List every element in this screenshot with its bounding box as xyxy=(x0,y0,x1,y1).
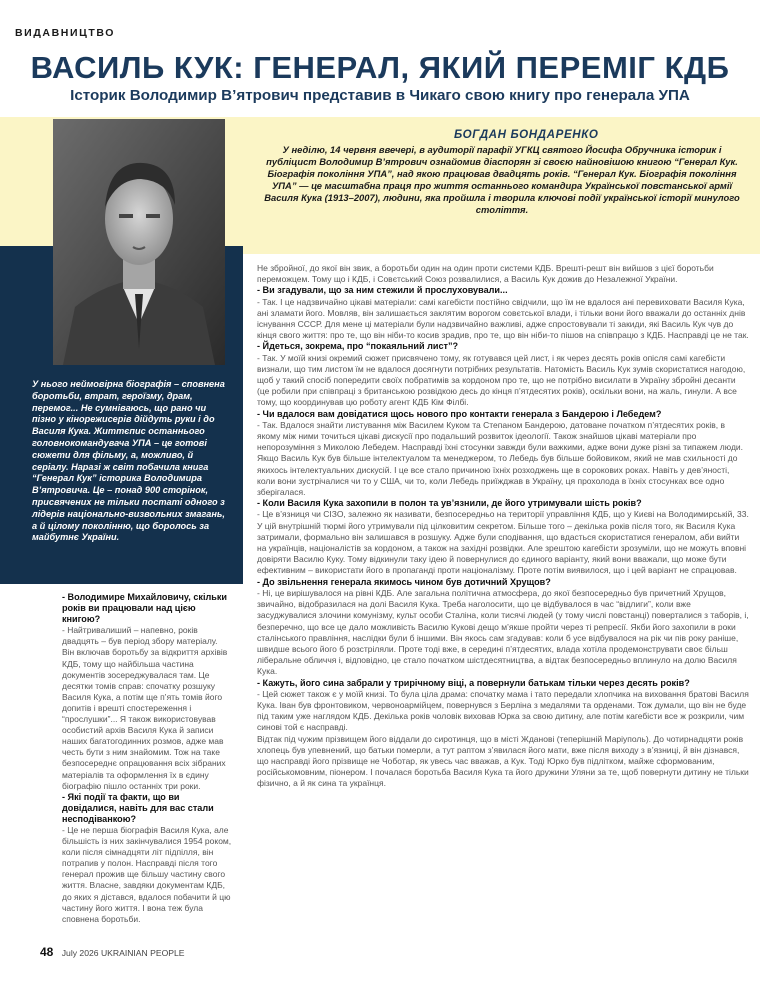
magazine-name: UKRAINIAN PEOPLE xyxy=(100,948,185,958)
interview-answer: - Це не перша біографія Василя Кука, але більшість із них закінчувалися 1954 роком, коли після сімнадцяти літ підпілля, він потрапив у полон. Насправді після того генерал прожив ще більшу частину свого життя. Власне, завдяки документам КДБ, до яких я дістався, вдалося побачити й цю частину його життя. І вона теж була сповнена боротьби. xyxy=(62,824,232,924)
interview-answer: Відтак під чужим прізвищем його віддали до сиротинця, що в місті Жданові (теперішній Маріуполь). До чотирнадцяти років хлопець був упевнений, що батьки померли, а тут раптом з’явилася його мати, вже після виходу з в’язниці, й він дізнався, що насправді його прізвище не Чоботар, як увесь час вважав, а Кук. Тоді Юрко був підлітком, майже сформованим, російськомовним, піонером. І почалася боротьба Василя Кука та його дружини Уляни за те, щоб повернути дитину не тільки фізично, а й як сина та українця. xyxy=(257,733,749,789)
interview-question: - До звільнення генерала якимось чином був дотичний Хрущов? xyxy=(257,576,551,587)
page-footer xyxy=(40,945,185,959)
interview-question: - Володимире Михайловичу, скільки років ви працювали над цією книгою? xyxy=(62,592,227,625)
left-column-text xyxy=(62,592,232,925)
article-headline: ВАСИЛЬ КУК: ГЕНЕРАЛ, ЯКИЙ ПЕРЕМІГ КДБ xyxy=(30,50,730,85)
interview-answer: - Так. Вдалося знайти листування між Василем Куком та Степаном Бандерою, датоване початком п’ятдесятих років, в якому між ними точиться цікаві дискусії про подальший розвиток ідеології. Також знайшов цікаві матеріали про непорозуміння з Миколою Лебедем. Насправді їхні стосунки завжди були важкими, адже вони дуже різні за типажем люди. Якщо Василь Кук був більше інтелектуалом та менеджером, то Лебедь був більше бойовиком, який не мав схильності до якихось інтелектуальних дискусій. І це все стало причиною їхніх розходжень ще в сорокових роках. Навіть у дев’яності, коли вони зустрічалися чи то у США, чи то, коли Лебедь приїжджав в Україну, ця прохолода в їхніх стосунках все одно зберігалася. xyxy=(257,419,744,498)
interview-question: - Кажуть, його сина забрали у трирічному віці, а повернули батькам тільки через десять років? xyxy=(257,677,690,688)
lead-paragraph: У неділю, 14 червня ввечері, в аудиторії парафії УГКЦ святого Йосифа Обручника історик і публіцист Володимир В’ятрович ознайомив діаспорян зі своєю найновішою книгою “Генерал Кук. Біографія покоління УПА”, над якою працював двадцять років. “Генерал Кук. Біографія покоління УПА” — це масштабна праця про життя останнього командира Української повстанської армії Василя Кука (1913–2007), людини, яка пройшла і творила ключові події української історії минулого століття. xyxy=(264,144,740,215)
page-number: 48 xyxy=(40,945,54,959)
issue-date: July 2026 xyxy=(61,948,99,958)
article-subtitle: Історик Володимир В’ятрович представив в Чикаго свою книгу про генерала УПА xyxy=(70,87,690,104)
interview-question: - Йдеться, зокрема, про “покаяльний лист”? xyxy=(257,341,459,352)
section-label: ВИДАВНИЦТВО xyxy=(15,27,116,39)
interview-question: - Чи вдалося вам довідатися щось нового про контакти генерала з Бандерою і Лебедем? xyxy=(257,408,662,419)
right-column-text xyxy=(257,263,749,790)
interview-answer: - Ні, це вирішувалося на рівні КДБ. Але загальна політична атмосфера, до якої безпосередньо був причетний Хрущов, звичайно, відобразилася на долі Василя Кука. Треба наголосити, що це відбувалося в час “відлиги”, коли вже засуджувалися злочини комунізму, культ особи Сталіна, коли тисячі людей (у тому числі повстанці) поверталися з таборів, і, безперечно, що все це дало можливість Василю Кукові дещо м’якше пройти через ті репресії. Якби його захопили в роки сталінського правління, наслідки були б іншими. Він якось сам згадував: коли б усе відбувалося на рік чи пів року раніше, швидше всього його б розстріляли. Проте тоді вже, в середині п’ятдесятих, влада хотіла продемонструвати своє більш ліберальне обличчя і, відповідно, це стало початком шістдесятництва, а відтак безпосередньо вплинуло на долю Василя Кука. xyxy=(257,587,749,677)
interview-answer: - Найтривалиший – напевно, років двадцять – був період збору матеріалу. Він включав боротьбу за відкриття архівів КДБ, тому що найбільша частина документів зосереджувалася там. Це десятки томів справ: спочатку розшуку Василя Кука, а потім ще п’ять томів його допитів і врешті спостереження і “прослушки”... Я також використовував особистий архів Василя Кука й записи наших багатогодинних розмов, адже мав честь бути з ним знайомим. Тож на таке безпосереднє опрацювання всіх зібраних матеріалів та оформлення їх в єдину біографію пішло останніх три роки. xyxy=(62,625,228,791)
interview-question: - Коли Василя Кука захопили в полон та ув’язнили, де його утримували шість років? xyxy=(257,498,642,509)
portrait-photo xyxy=(53,119,225,365)
interview-answer: Не збройної, до якої він звик, а боротьби один на один проти системи КДБ. Врешті-решт він вийшов з цієї боротьби переможцем. Тому що і КДБ, і Совєтський Союз розвалилися, а Василь Кук дожив до Незалежної України. xyxy=(257,263,714,285)
pull-quote: У нього неймовірна біографія – сповнена боротьби, втрат, героїзму, драм, перемог... Не сумніваюсь, що рано чи пізно у кінорежисерів дійдуть руки і до Василя Кука. Життєпис останнього головнокомандувача УПА – це готові сюжети для фільму, а, можливо, й серіалу. Наразі ж світ побачила книга “Генерал Кук” історика Володимира В’ятровича. Це – понад 900 сторінок, присвячених не тільки постаті одного з лідерів національно-визвольних змагань, а й цілому поколінню, що боролось за майбутнє України. xyxy=(32,379,225,543)
interview-question: - Які події та факти, що ви довідалися, навіть для вас стали несподіванкою? xyxy=(62,791,214,824)
interview-answer: - Так. І це надзвичайно цікаві матеріали: самі кагебісти постійно свідчили, що їм не вдалося ані перевиховати Василя Кука, ані зламати його. Мовляв, він залишається заклятим ворогом совєтської влади, і тільки вони його вважали до останніх днів існування СССР. Для мене ці матеріали були надзвичайно важливі, адже спростовували ті закиди, які Василь Кук чув до кінця свого життя: про те, що він ніби-то косив зрадив, про те, що він ніби-то пішов на співпрацю з КДБ. Насправді це не так. xyxy=(257,296,749,341)
author-byline: БОГДАН БОНДАРЕНКО xyxy=(454,128,599,141)
interview-question: - Ви згадували, що за ним стежили й прослуховували... xyxy=(257,285,508,296)
interview-answer: - Цей сюжет також є у моїй книзі. То була ціла драма: спочатку мама і тато передали хлопчика на виховання братові Василя Кука. Іван був фронтовиком, червоноармійцем, повернувся з Берліна з медалями та орденами. Тож думали, що він не буде під таким уже наглядом КДБ. Декілька років чоловік виховав Юрка за свою дитину, але потім кагебісти все ж розкрили, чим синові той є насправді. xyxy=(257,688,749,733)
interview-answer: - Це в’язниця чи СІЗО, залежно як називати, безпосередньо на території управління КДБ, що у Києві на Володимирській, 33. У цій внутрішній тюрмі його утримували під цілковитим секретом. Більше того – декілька років після того, як Василя Кука затримали, формально він залишався в розшуку. Адже були сподівання, що вдасться скористатися генералом, аби вийти на українців, націоналістів за кордоном, а також на західні розвідки. Але зрештою кагебісти зрозуміли, що не можуть вповні довіряти Василю Куку. Тому відкинули таку ідею й повернулися до єдиного варіанту, який вони вважали, що може бути ефективним – використати його в пропаганді проти націоналізму. Проте потім виявилося, що і цей варіант не спрацював. xyxy=(257,509,749,576)
interview-answer: - Так. У моїй книзі окремий сюжет присвячено тому, як готувався цей лист, і як через десять років опісля самі кагебісти визнали, що тим листом їм не вдалося досягнути потрібних результатів. Натомість Василь Кук зумів скористатися нагодою, щоб у такий спосіб попередити своїх побратимів за кордоном про те, що не потрібно висилати в Україну збройні десанти (це робили при співпраці з британською розвідкою десь до кінця п’ятдесятих років), оскільки вони, на жаль, гинули. А все тому, що координував цю роботу агент КДБ Кім Філбі. xyxy=(257,352,746,408)
